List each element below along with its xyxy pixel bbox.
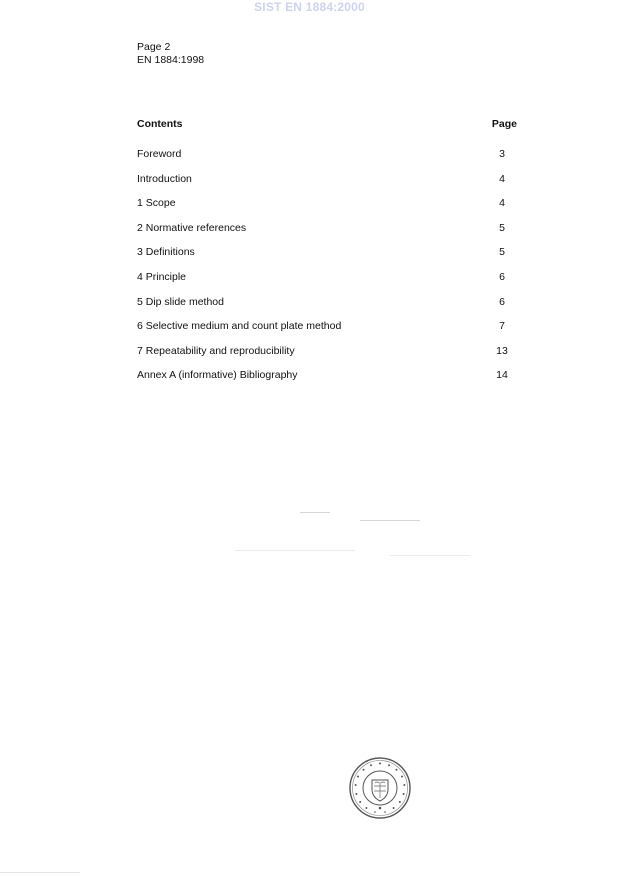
official-seal-icon: [348, 756, 412, 820]
scan-speck: [360, 520, 420, 521]
toc-entry-page: 3: [499, 148, 505, 160]
toc-entry-page: 4: [499, 172, 505, 185]
toc-entry-page: 6: [499, 270, 505, 283]
toc-entry-title: Annex A (informative) Bibliography: [137, 369, 298, 382]
toc-entry-scope: [137, 196, 517, 221]
toc-entry-page: 13: [496, 344, 508, 357]
toc-entry-title: 6 Selective medium and count plate method: [137, 320, 342, 333]
toc-entry-foreword: [137, 147, 517, 172]
toc-entry-title: 5 Dip slide method: [137, 295, 224, 308]
toc-entry-annex-a: [137, 368, 517, 393]
toc-entry-selective-medium: [137, 319, 517, 344]
toc-entry-title: Introduction: [137, 172, 192, 185]
scan-speck: [390, 555, 470, 556]
toc-entry-title: 3 Definitions: [137, 246, 195, 259]
toc-entry-title: Foreword: [137, 148, 182, 160]
toc-entry-page: 6: [499, 295, 505, 308]
table-of-contents: [137, 117, 517, 393]
toc-entry-title: 4 Principle: [137, 270, 187, 283]
toc-entry-title: 2 Normative references: [137, 221, 247, 234]
toc-entry-normative-references: [137, 221, 517, 246]
toc-entry-page: 5: [499, 221, 505, 234]
toc-list: [137, 147, 517, 393]
toc-entry-repeatability: [137, 344, 517, 369]
scan-speck: [235, 550, 355, 551]
scan-speck: [0, 872, 80, 873]
toc-entry-title: 1 Scope: [137, 197, 176, 210]
page-column-heading: Page: [491, 118, 517, 130]
toc-header: [137, 117, 517, 131]
standard-reference: EN 1884:1998: [137, 54, 205, 66]
toc-entry-introduction: [137, 172, 517, 197]
toc-entry-page: 4: [499, 197, 505, 210]
watermark-text: SIST EN 1884:2000: [254, 0, 365, 14]
toc-entry-page: 5: [499, 246, 505, 259]
page-number-label: Page 2: [137, 41, 171, 53]
toc-entry-page: 7: [499, 320, 505, 333]
contents-title: Contents: [137, 118, 183, 130]
toc-entry-definitions: [137, 245, 517, 270]
toc-entry-principle: [137, 270, 517, 295]
toc-entry-dip-slide-method: [137, 295, 517, 320]
scan-speck: [300, 512, 330, 513]
toc-entry-title: 7 Repeatability and reproducibility: [137, 344, 295, 357]
page-header: [137, 41, 204, 67]
toc-entry-page: 14: [496, 369, 508, 382]
